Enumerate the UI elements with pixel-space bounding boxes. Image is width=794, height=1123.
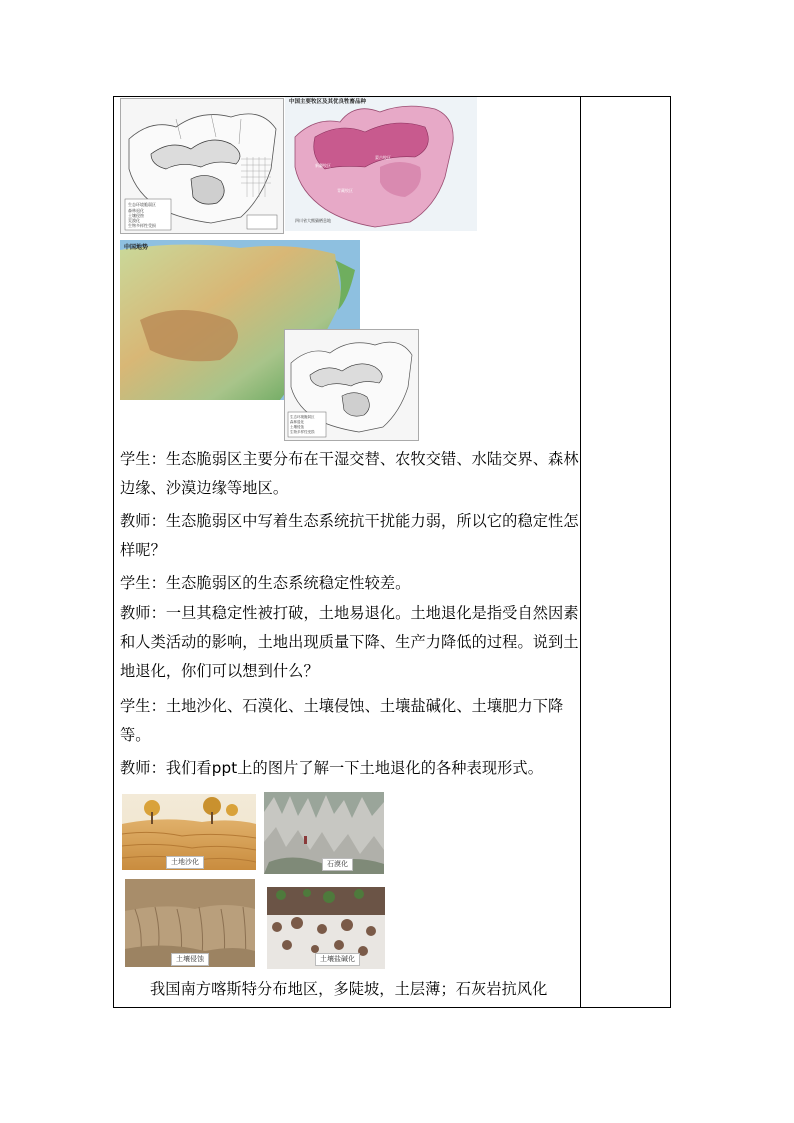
photo-caption-1: 土地沙化 <box>166 856 204 869</box>
eco-fragile-map-2-image <box>284 329 419 441</box>
svg-text:土壤侵蚀: 土壤侵蚀 <box>128 213 144 218</box>
svg-text:生态环境脆弱区: 生态环境脆弱区 <box>128 202 156 207</box>
photo-caption-4: 土壤盐碱化 <box>315 953 360 966</box>
photo-caption-3: 土壤侵蚀 <box>171 953 209 966</box>
paragraph-teacher-1: 教师：生态脆弱区中写着生态系统抗干扰能力弱，所以它的稳定性怎样呢？ <box>120 512 579 559</box>
svg-text:土壤侵蚀: 土壤侵蚀 <box>290 425 304 429</box>
svg-text:四川省大熊猫栖息地: 四川省大熊猫栖息地 <box>295 218 331 223</box>
svg-text:森林退化: 森林退化 <box>290 420 304 424</box>
svg-text:生态环境脆弱区: 生态环境脆弱区 <box>290 415 315 419</box>
photo-soil-erosion <box>125 879 255 967</box>
map-phys-title: 中国地势 <box>124 244 149 251</box>
svg-text:荒漠化: 荒漠化 <box>128 218 140 223</box>
paragraph-teacher-2: 教师：一旦其稳定性被打破，土地易退化。土地退化是指受自然因素和人类活动的影响，土地出现质量下降、生产力降低的过程。说到土地退化，你们可以想到什么？ <box>120 604 579 680</box>
photo-desertification <box>122 794 256 870</box>
paragraph-student-2: 学生：生态脆弱区的生态系统稳定性较差。 <box>120 574 411 592</box>
photo-caption-2: 石漠化 <box>322 858 353 871</box>
paragraph-teacher-3: 教师：我们看ppt上的图片了解一下土地退化的各种表现形式。 <box>120 759 544 777</box>
pastoral-regions-map-image <box>285 97 477 231</box>
photo-rocky-desertification <box>264 792 384 874</box>
eco-fragile-map-image <box>120 98 284 234</box>
paragraph-student-3: 学生：土地沙化、石漠化、土壤侵蚀、土壤盐碱化、土壤肥力下降等。 <box>120 697 564 744</box>
svg-text:青藏牧区: 青藏牧区 <box>337 188 353 193</box>
svg-text:生物多样性受损: 生物多样性受损 <box>290 430 315 434</box>
svg-text:森林退化: 森林退化 <box>128 208 144 213</box>
map-pink-title: 中国主要牧区及其优良牲畜品种 <box>289 99 367 105</box>
lesson-table <box>113 96 671 1008</box>
photo-salinization <box>267 887 385 969</box>
svg-text:新疆牧区: 新疆牧区 <box>315 163 331 168</box>
column-divider <box>580 97 581 1007</box>
svg-text:生物多样性受损: 生物多样性受损 <box>128 223 156 228</box>
paragraph-student-1: 学生：生态脆弱区主要分布在干湿交替、农牧交错、水陆交界、森林边缘、沙漠边缘等地区。 <box>120 450 579 497</box>
paragraph-karst: 我国南方喀斯特分布地区，多陡坡，土层薄；石灰岩抗风化 <box>150 980 548 998</box>
svg-text:蒙古牧区: 蒙古牧区 <box>375 155 391 160</box>
